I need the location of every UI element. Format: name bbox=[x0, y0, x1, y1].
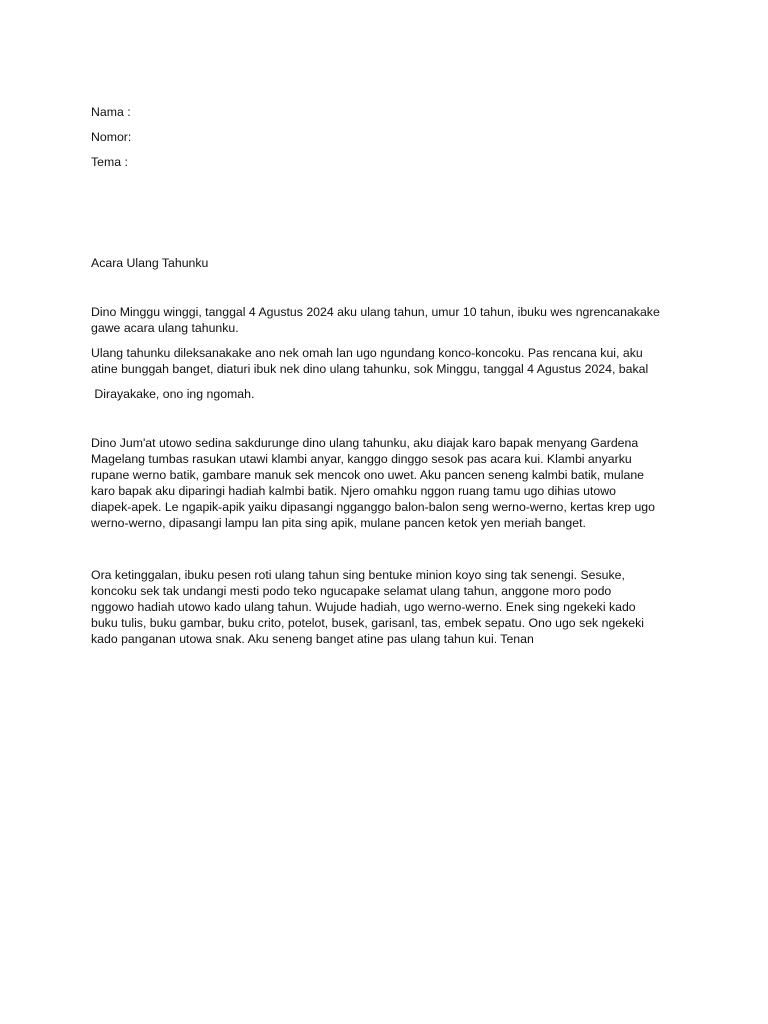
paragraph-line: werno-werno, dipasangi lampu lan pita sing apik, mulane pancen ketok yen meriah banget. bbox=[91, 516, 586, 530]
paragraph-line: Ora ketinggalan, ibuku pesen roti ulang tahun sing bentuke minion koyo sing tak senengi. Sesuke, bbox=[91, 568, 625, 582]
paragraph-line: gawe acara ulang tahunku. bbox=[91, 321, 239, 335]
paragraph-2 bbox=[91, 345, 681, 377]
paragraph-line: Dirayakake, ono ing ngomah. bbox=[91, 387, 255, 401]
paragraph-line: koncoku sek tak undangi mesti podo teko ngucapake selamat ulang tahun, anggone moro podo bbox=[91, 584, 612, 598]
paragraph-line: Magelang tumbas rasukan utawi klambi anyar, kanggo dinggo sesok pas acara kui. Klambi anyarku bbox=[91, 452, 632, 466]
paragraph-4 bbox=[91, 435, 681, 531]
paragraph-5 bbox=[91, 567, 681, 647]
paragraph-line: karo bapak aku diparingi hadiah kalmbi batik. Njero omahku nggon ruang tamu ugo dihias utowo bbox=[91, 484, 616, 498]
document-title: Acara Ulang Tahunku bbox=[91, 256, 209, 270]
paragraph-1 bbox=[91, 304, 681, 336]
theme-field-label: Tema : bbox=[91, 155, 128, 169]
paragraph-line: Dino Jum'at utowo sedina sakdurunge dino ulang tahunku, aku diajak karo bapak menyang Gardena bbox=[91, 436, 639, 450]
paragraph-line: Ulang tahunku dileksanakake ano nek omah lan ugo ngundang konco-koncoku. Pas rencana kui, aku bbox=[91, 346, 643, 360]
paragraph-line: rupane werno batik, gambare manuk sek mencok ono uwet. Aku pancen seneng kalmbi batik, mulane bbox=[91, 468, 644, 482]
paragraph-line: diapek-apek. Le ngapik-apik yaiku dipasangi ngganggo balon-balon seng werno-werno, kertas krep ugo bbox=[91, 500, 655, 514]
paragraph-line: nggowo hadiah utowo kado ulang tahun. Wujude hadiah, ugo werno-werno. Enek sing ngekeki kado bbox=[91, 600, 636, 614]
paragraph-3 bbox=[91, 386, 681, 402]
name-field-label: Nama : bbox=[91, 105, 131, 119]
paragraph-line: buku tulis, buku gambar, buku crito, potelot, busek, garisanl, tas, embek sepatu. Ono ugo sek ngekeki bbox=[91, 616, 644, 630]
paragraph-line: atine bunggah banget, diaturi ibuk nek dino ulang tahunku, sok Minggu, tanggal 4 Agustus 2024, bakal bbox=[91, 362, 649, 376]
paragraph-line: Dino Minggu winggi, tanggal 4 Agustus 2024 aku ulang tahun, umur 10 tahun, ibuku wes ngrencanakake bbox=[91, 305, 660, 319]
paragraph-line: kado panganan utowa snak. Aku seneng banget atine pas ulang tahun kui. Tenan bbox=[91, 632, 534, 646]
number-field-label: Nomor: bbox=[91, 130, 132, 144]
